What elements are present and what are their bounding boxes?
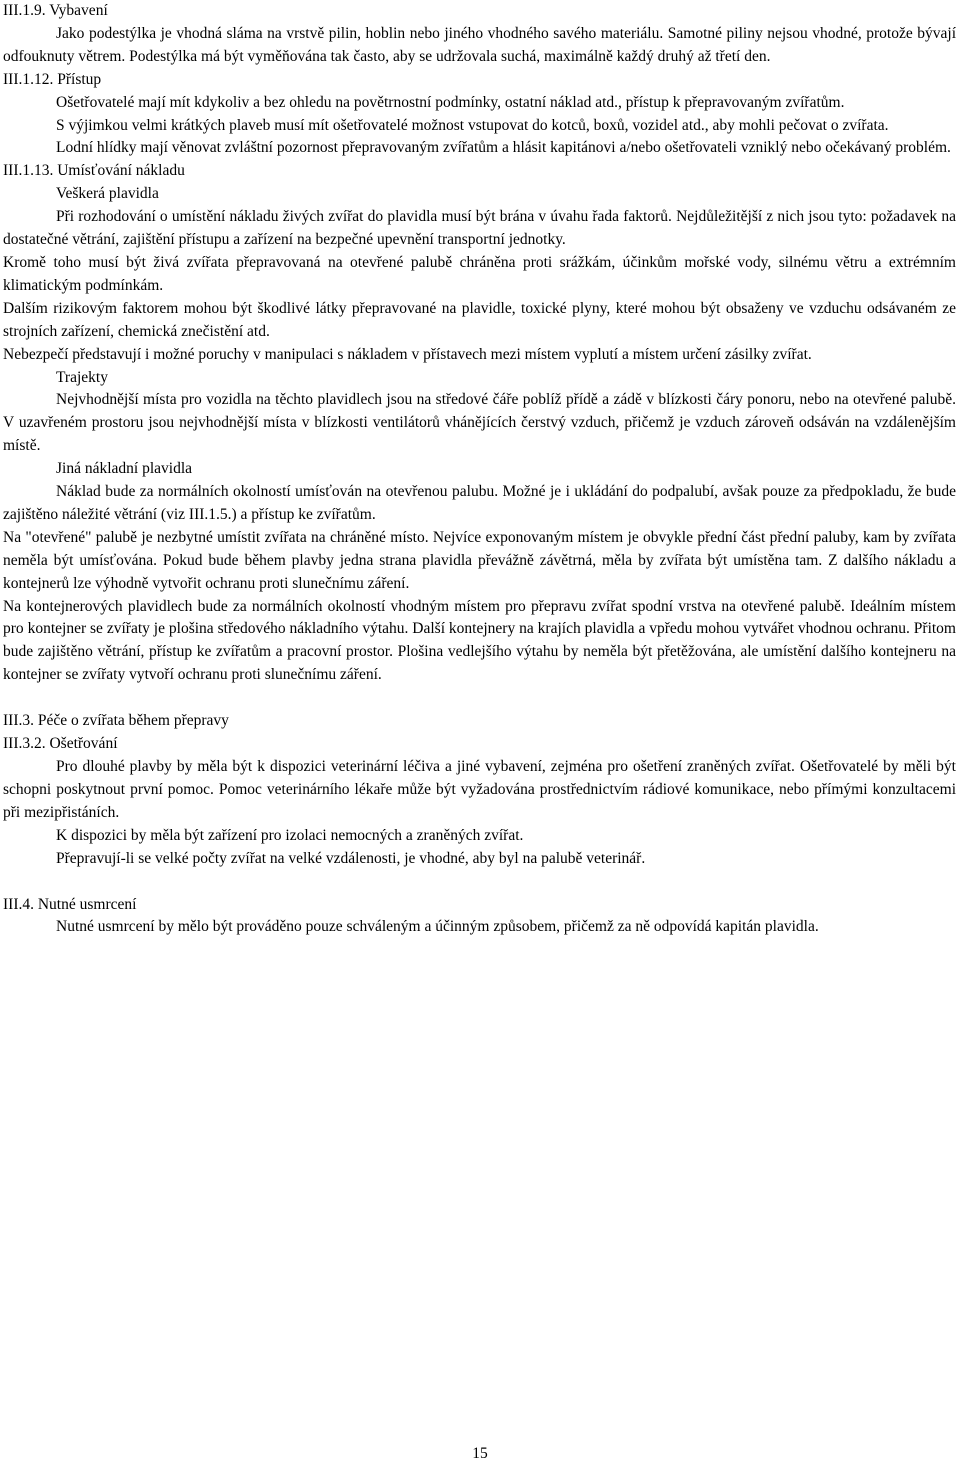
paragraph: Nutné usmrcení by mělo být prováděno pouze schváleným a účinným způsobem, přičemž za ně odpovídá kapitán plavidla. <box>56 918 819 936</box>
section-heading-vybaveni: III.1.9. Vybavení <box>3 2 108 19</box>
paragraph: K dispozici by měla být zařízení pro izolaci nemocných a zraněných zvířat. <box>56 826 524 844</box>
paragraph: Lodní hlídky mají věnovat zvláštní pozornost přepravovaným zvířatům a hlásit kapitánovi a/nebo ošetřovateli vzniklý nebo očekávaný problém. <box>56 139 951 157</box>
paragraph: Dalším rizikovým faktorem mohou být škodlivé látky přepravované na plavidle, toxické plyny, které mohou být obsaženy ve vzduchu odsávaném ze strojních zařízení, chemická znečistění atd. <box>3 299 956 340</box>
page-number: 15 <box>472 1445 488 1462</box>
section-heading-pece-o-zvirata: III.3. Péče o zvířata během přepravy <box>3 712 229 730</box>
subheading-veskera-plavidla: Veškerá plavidla <box>56 185 159 203</box>
paragraph: Přepravují-li se velké počty zvířat na velké vzdálenosti, je vhodné, aby byl na palubě veterinář. <box>56 849 646 867</box>
paragraph: Kromě toho musí být živá zvířata přepravovaná na otevřené palubě chráněna proti srážkám, účinkům mořské vody, silnému větru a extrémním klimatickým podmínkám. <box>3 253 956 294</box>
paragraph: Nejvhodnější místa pro vozidla na těchto plavidlech jsou na středové čáře poblíž přídě a zádě v blízkosti čáry ponoru, nebo na otevřené palubě. V uzavřeném prostoru jsou nejvhodnější místa v blízkosti ventilátorů vhánějících čerstvý vzduch, přičemž je vzduch zároveň odsáván na vzdálenějším místě. <box>3 391 956 455</box>
section-heading-umistovani-nakladu: III.1.13. Umísťování nákladu <box>3 162 185 180</box>
document-page <box>3 0 956 939</box>
paragraph: Při rozhodování o umístění nákladu živých zvířat do plavidla musí být brána v úvahu řada faktorů. Nejdůležitější z nich jsou tyto: požadavek na dostatečné větrání, zajištění přístupu a zařízení na bezpečné upevnění transportní jednotky. <box>3 208 956 249</box>
spacer <box>3 871 956 894</box>
paragraph: Náklad bude za normálních okolností umísťován na otevřenou palubu. Možné je i ukládání do podpalubí, avšak pouze za předpokladu, že bude zajištěno náležité větrání (viz III.1.5.) a přístup ke zvířatům. <box>3 483 956 523</box>
spacer <box>3 687 956 710</box>
paragraph: Jako podestýlka je vhodná sláma na vrstvě pilin, hoblin nebo jiného vhodného savého materiálu. Samotné piliny nejsou vhodné, protože bývají odfouknuty větrem. Podestýlka má být vyměňována tak často, aby se udržovala suchá, maximálně každý druhý až třetí den. <box>3 24 956 65</box>
paragraph: Na "otevřené" palubě je nezbytné umístit zvířata na chráněné místo. Nejvíce exponovaným místem je obvykle přední část přední paluby, kam by zvířata neměla být umísťována. Pokud bude během plavby jedna strana plavidla převážně závětrná, měla by zvířata být umístěna tam. Z dalšího nákladu a kontejnerů lze výhodně vytvořit ochranu proti slunečnímu záření. <box>3 528 956 592</box>
paragraph: Ošetřovatelé mají mít kdykoliv a bez ohledu na povětrnostní podmínky, ostatní náklad atd., přístup k přepravovaným zvířatům. <box>56 93 845 111</box>
paragraph: Nebezpečí představují i možné poruchy v manipulaci s nákladem v přístavech mezi místem vyplutí a místem určení zásilky zvířat. <box>3 345 812 363</box>
paragraph: Pro dlouhé plavby by měla být k dispozici veterinární léčiva a jiné vybavení, zejména pro ošetření zraněných zvířat. Ošetřovatelé by měli být schopni poskytnout první pomoc. Pomoc veterinárního lékaře může být vyžadována prostřednictvím rádiové komunikace, nebo přímými konzultacemi při mezipřistáních. <box>3 758 956 821</box>
paragraph: Na kontejnerových plavidlech bude za normálních okolností vhodným místem pro přepravu zvířat spodní vrstva na otevřené palubě. Ideálním místem pro kontejner se zvířaty je plošina středového nákladního výtahu. Další kontejnery na krajích plavidla a vpředu mohou vytvářet vhodnou ochranu. Přitom bude zajištěno větrání, přístup ke zvířatům a pracovní prostor. Plošina vedlejšího výtahu by neměla být přetěžována, ale umístění dalšího kontejneru na kontejner se zvířaty vytvoří ochranu proti slunečnímu záření. <box>3 597 956 684</box>
subheading-jina-nakladni-plavidla: Jiná nákladní plavidla <box>56 460 193 478</box>
paragraph: S výjimkou velmi krátkých plaveb musí mít ošetřovatelé možnost vstupovat do kotců, boxů, vozidel atd., aby mohli pečovat o zvířata. <box>56 116 889 134</box>
subheading-trajekty: Trajekty <box>56 368 108 386</box>
section-heading-osetrovani: III.3.2. Ošetřování <box>3 735 118 753</box>
section-heading-pristup: III.1.12. Přístup <box>3 70 102 88</box>
section-heading-nutne-usmrceni: III.4. Nutné usmrcení <box>3 895 137 913</box>
